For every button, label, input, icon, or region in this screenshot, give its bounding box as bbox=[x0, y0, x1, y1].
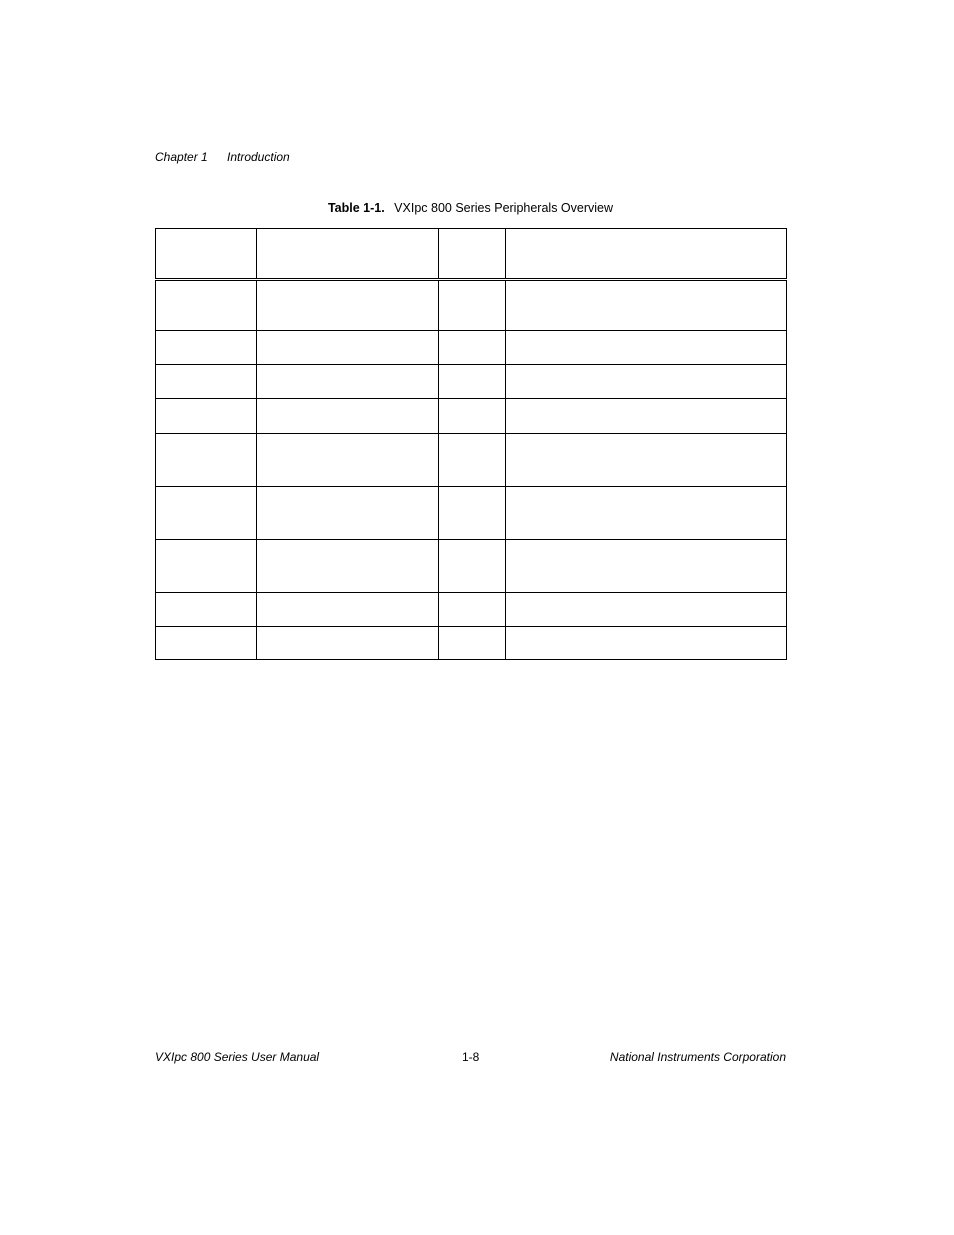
header-cell bbox=[506, 229, 787, 280]
footer-manual-title: VXIpc 800 Series User Manual bbox=[155, 1050, 320, 1064]
table-row bbox=[156, 627, 787, 660]
table-cell bbox=[506, 399, 787, 434]
table-cell bbox=[506, 627, 787, 660]
table-cell bbox=[439, 593, 506, 627]
running-header bbox=[155, 150, 290, 164]
table-cell bbox=[439, 487, 506, 540]
table-row bbox=[156, 399, 787, 434]
table-cell bbox=[156, 540, 257, 593]
table-row bbox=[156, 365, 787, 399]
table-row bbox=[156, 593, 787, 627]
table-cell bbox=[156, 331, 257, 365]
table-cell bbox=[257, 365, 439, 399]
table-cell bbox=[257, 434, 439, 487]
table-cell bbox=[257, 331, 439, 365]
table-cell bbox=[156, 365, 257, 399]
header-cell bbox=[257, 229, 439, 280]
footer-company: National Instruments Corporation bbox=[609, 1050, 786, 1064]
table-cell bbox=[439, 627, 506, 660]
table-cell bbox=[257, 280, 439, 331]
table-caption-number: Table 1-1. bbox=[327, 201, 385, 215]
table-cell bbox=[257, 487, 439, 540]
chapter-label: Chapter 1 bbox=[155, 150, 208, 164]
table-cell bbox=[156, 593, 257, 627]
table-cell bbox=[156, 487, 257, 540]
table-row bbox=[156, 280, 787, 331]
table-row bbox=[156, 331, 787, 365]
table-cell bbox=[506, 365, 787, 399]
table-cell bbox=[257, 593, 439, 627]
table-cell bbox=[506, 280, 787, 331]
table-cell bbox=[439, 331, 506, 365]
table-cell bbox=[156, 399, 257, 434]
table-caption bbox=[0, 201, 941, 215]
table-header-row bbox=[156, 229, 787, 280]
table-cell bbox=[506, 540, 787, 593]
table-cell bbox=[439, 365, 506, 399]
table-cell bbox=[506, 331, 787, 365]
peripherals-table bbox=[155, 228, 787, 660]
table-cell bbox=[156, 280, 257, 331]
table-cell bbox=[506, 434, 787, 487]
section-label: Introduction bbox=[227, 150, 290, 164]
table-row bbox=[156, 487, 787, 540]
table-cell bbox=[257, 399, 439, 434]
table-caption-title: VXIpc 800 Series Peripherals Overview bbox=[394, 201, 614, 215]
table-cell bbox=[439, 280, 506, 331]
table-cell bbox=[257, 627, 439, 660]
table-cell bbox=[439, 540, 506, 593]
header-cell bbox=[439, 229, 506, 280]
table-row bbox=[156, 540, 787, 593]
table-cell bbox=[439, 399, 506, 434]
footer-page-number: 1-8 bbox=[462, 1050, 480, 1064]
table-cell bbox=[156, 434, 257, 487]
header-cell bbox=[156, 229, 257, 280]
table-cell bbox=[506, 593, 787, 627]
table-cell bbox=[257, 540, 439, 593]
table-cell bbox=[506, 487, 787, 540]
table-cell bbox=[156, 627, 257, 660]
table-cell bbox=[439, 434, 506, 487]
table-row bbox=[156, 434, 787, 487]
